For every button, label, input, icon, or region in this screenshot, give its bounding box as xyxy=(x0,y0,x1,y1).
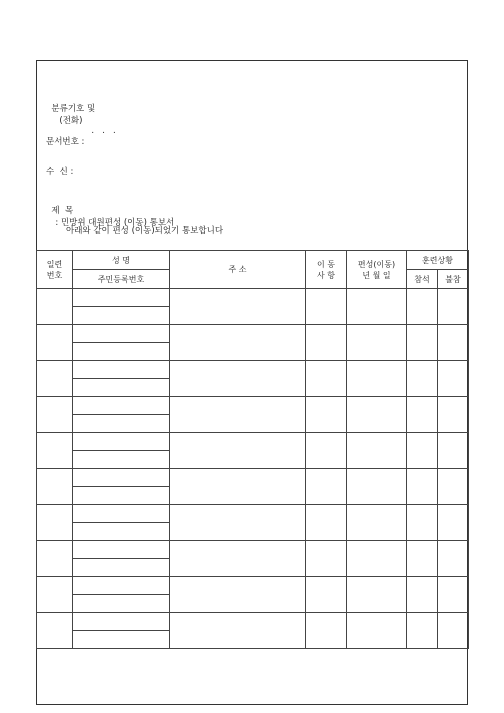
recipient-label: 수 신 : xyxy=(46,167,74,177)
name-cell[interactable] xyxy=(73,541,170,559)
name-cell[interactable] xyxy=(73,325,170,343)
absent-cell[interactable] xyxy=(438,505,469,541)
serial-cell[interactable] xyxy=(37,541,73,577)
move-cell[interactable] xyxy=(306,433,347,469)
move-cell[interactable] xyxy=(306,505,347,541)
attend-cell[interactable] xyxy=(407,469,438,505)
attend-cell[interactable] xyxy=(407,613,438,649)
move-cell[interactable] xyxy=(306,577,347,613)
name-cell[interactable] xyxy=(73,433,170,451)
id-header: 주민등록번호 xyxy=(73,270,170,289)
id-cell[interactable] xyxy=(73,559,170,577)
body-text: 아래와 같이 편성 (이동)되었기 통보합니다 xyxy=(66,226,224,236)
move-cell[interactable] xyxy=(306,361,347,397)
attend-cell[interactable] xyxy=(407,289,438,325)
phone-label: (전화) xyxy=(59,116,83,126)
move-cell[interactable] xyxy=(306,469,347,505)
name-cell[interactable] xyxy=(73,577,170,595)
move-cell[interactable] xyxy=(306,613,347,649)
name-header: 성 명 xyxy=(73,251,170,270)
id-cell[interactable] xyxy=(73,487,170,505)
training-header: 훈련상황 xyxy=(407,251,469,270)
address-header: 주 소 xyxy=(170,251,306,289)
personnel-table xyxy=(36,250,469,649)
move-cell[interactable] xyxy=(306,289,347,325)
table-row xyxy=(37,505,469,523)
phone-dots: . . . xyxy=(91,126,116,136)
table-row xyxy=(37,541,469,559)
id-cell[interactable] xyxy=(73,631,170,649)
serial-cell[interactable] xyxy=(37,325,73,361)
date-cell[interactable] xyxy=(347,433,407,469)
address-cell[interactable] xyxy=(170,289,306,325)
date-cell[interactable] xyxy=(347,469,407,505)
table-row xyxy=(37,577,469,595)
date-cell[interactable] xyxy=(347,325,407,361)
name-cell[interactable] xyxy=(73,361,170,379)
name-cell[interactable] xyxy=(73,613,170,631)
attend-cell[interactable] xyxy=(407,541,438,577)
address-cell[interactable] xyxy=(170,361,306,397)
date-cell[interactable] xyxy=(347,505,407,541)
attend-header: 참석 xyxy=(407,270,438,289)
date-cell[interactable] xyxy=(347,289,407,325)
table-row xyxy=(37,397,469,415)
absent-cell[interactable] xyxy=(438,433,469,469)
address-cell[interactable] xyxy=(170,397,306,433)
serial-cell[interactable] xyxy=(37,433,73,469)
attend-cell[interactable] xyxy=(407,577,438,613)
id-cell[interactable] xyxy=(73,523,170,541)
classification-line xyxy=(46,92,116,136)
date-cell[interactable] xyxy=(347,361,407,397)
move-cell[interactable] xyxy=(306,397,347,433)
name-cell[interactable] xyxy=(73,397,170,415)
table-row xyxy=(37,325,469,343)
absent-cell[interactable] xyxy=(438,469,469,505)
serial-cell[interactable] xyxy=(37,505,73,541)
address-cell[interactable] xyxy=(170,433,306,469)
classification-label: 분류기호 및 xyxy=(51,104,96,114)
serial-header: 일련 번호 xyxy=(37,251,73,289)
id-cell[interactable] xyxy=(73,379,170,397)
move-header: 이 동 사 항 xyxy=(306,251,347,289)
table-row xyxy=(37,289,469,307)
absent-cell[interactable] xyxy=(438,541,469,577)
serial-cell[interactable] xyxy=(37,613,73,649)
address-cell[interactable] xyxy=(170,469,306,505)
absent-cell[interactable] xyxy=(438,577,469,613)
doc-number-label: 문서번호 : xyxy=(46,137,85,147)
attend-cell[interactable] xyxy=(407,397,438,433)
address-cell[interactable] xyxy=(170,613,306,649)
attend-cell[interactable] xyxy=(407,433,438,469)
move-cell[interactable] xyxy=(306,325,347,361)
table-row xyxy=(37,469,469,487)
address-cell[interactable] xyxy=(170,577,306,613)
move-cell[interactable] xyxy=(306,541,347,577)
table-row xyxy=(37,613,469,631)
serial-cell[interactable] xyxy=(37,397,73,433)
absent-header: 불참 xyxy=(438,270,469,289)
date-cell[interactable] xyxy=(347,613,407,649)
serial-cell[interactable] xyxy=(37,469,73,505)
absent-cell[interactable] xyxy=(438,289,469,325)
serial-cell[interactable] xyxy=(37,289,73,325)
header-row-1 xyxy=(37,251,469,270)
date-header: 편성(이동) 년 월 일 xyxy=(347,251,407,289)
id-cell[interactable] xyxy=(73,451,170,469)
address-cell[interactable] xyxy=(170,505,306,541)
name-cell[interactable] xyxy=(73,289,170,307)
table-row xyxy=(37,361,469,379)
absent-cell[interactable] xyxy=(438,397,469,433)
absent-cell[interactable] xyxy=(438,361,469,397)
date-cell[interactable] xyxy=(347,397,407,433)
attend-cell[interactable] xyxy=(407,325,438,361)
serial-cell[interactable] xyxy=(37,577,73,613)
subject-label: 제 목 xyxy=(51,206,74,216)
id-cell[interactable] xyxy=(73,307,170,325)
subject-line xyxy=(46,194,174,228)
id-cell[interactable] xyxy=(73,343,170,361)
absent-cell[interactable] xyxy=(438,613,469,649)
absent-cell[interactable] xyxy=(438,325,469,361)
date-cell[interactable] xyxy=(347,541,407,577)
attend-cell[interactable] xyxy=(407,361,438,397)
name-cell[interactable] xyxy=(73,505,170,523)
name-cell[interactable] xyxy=(73,469,170,487)
table-row xyxy=(37,433,469,451)
date-cell[interactable] xyxy=(347,577,407,613)
address-cell[interactable] xyxy=(170,541,306,577)
serial-cell[interactable] xyxy=(37,361,73,397)
id-cell[interactable] xyxy=(73,415,170,433)
address-cell[interactable] xyxy=(170,325,306,361)
subject-text: : 민방위 대원편성 (이동) 통보서 xyxy=(55,218,175,228)
id-cell[interactable] xyxy=(73,595,170,613)
attend-cell[interactable] xyxy=(407,505,438,541)
